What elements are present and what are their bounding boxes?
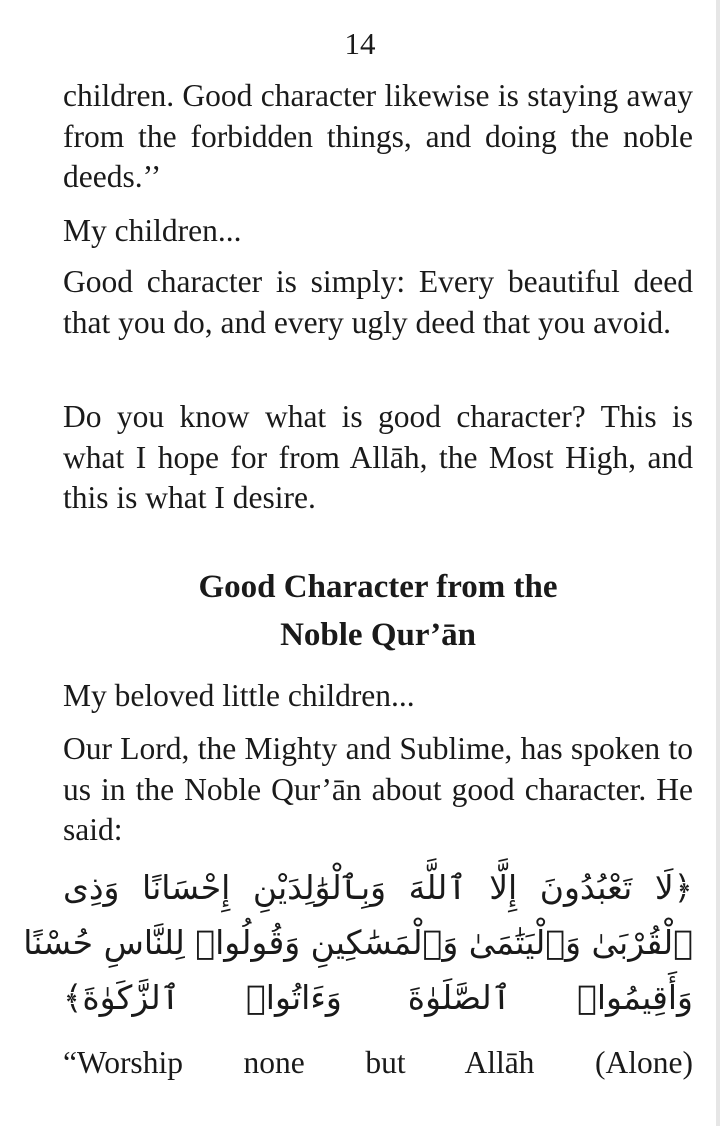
page-edge-shadow [716,0,720,1126]
paragraph-beloved-children: My beloved little children... [63,678,415,713]
paragraph-do-you-know: Do you know what is good character? This is what I hope for from Allāh, the Most High, and this is what I desire. [63,399,693,515]
arabic-verse [23,860,693,1025]
verse-translation: “Worship none but Allāh (Alone) [63,1045,693,1080]
paragraph-my-children: My children... [63,213,242,248]
section-heading-line-1: Good Character from the [198,569,558,605]
paragraph-good-character-simply: Good character is simply: Every beautiful deed that you do, and every ugly deed that you avoid. [63,264,693,340]
arabic-verse-line-1: ﴿لَا تَعْبُدُونَ إِلَّا ٱللَّهَ وَبِٱلْوَٰلِدَيْنِ إِحْسَانًا وَذِى [63,868,693,907]
paragraph-good-character-likewise: children. Good character likewise is staying away from the forbidden things, and doing the noble deeds.’’ [63,78,693,194]
page-number: 14 [344,26,376,61]
arabic-verse-line-2: ٱلْقُرْبَىٰ وَٱلْيَتَٰمَىٰ وَٱلْمَسَٰكِينِ وَقُولُوا۟ لِلنَّاسِ حُسْنًا [23,923,693,962]
arabic-verse-line-3: وَأَقِيمُوا۟ ٱلصَّلَوٰةَ وَءَاتُوا۟ ٱلزَّكَوٰةَ﴾ [63,978,693,1017]
section-heading [63,563,693,659]
section-heading-line-2: Noble Qur’ān [280,617,476,653]
paragraph-our-lord: Our Lord, the Mighty and Sublime, has spoken to us in the Noble Qur’ān about good character. He said: [63,731,693,847]
